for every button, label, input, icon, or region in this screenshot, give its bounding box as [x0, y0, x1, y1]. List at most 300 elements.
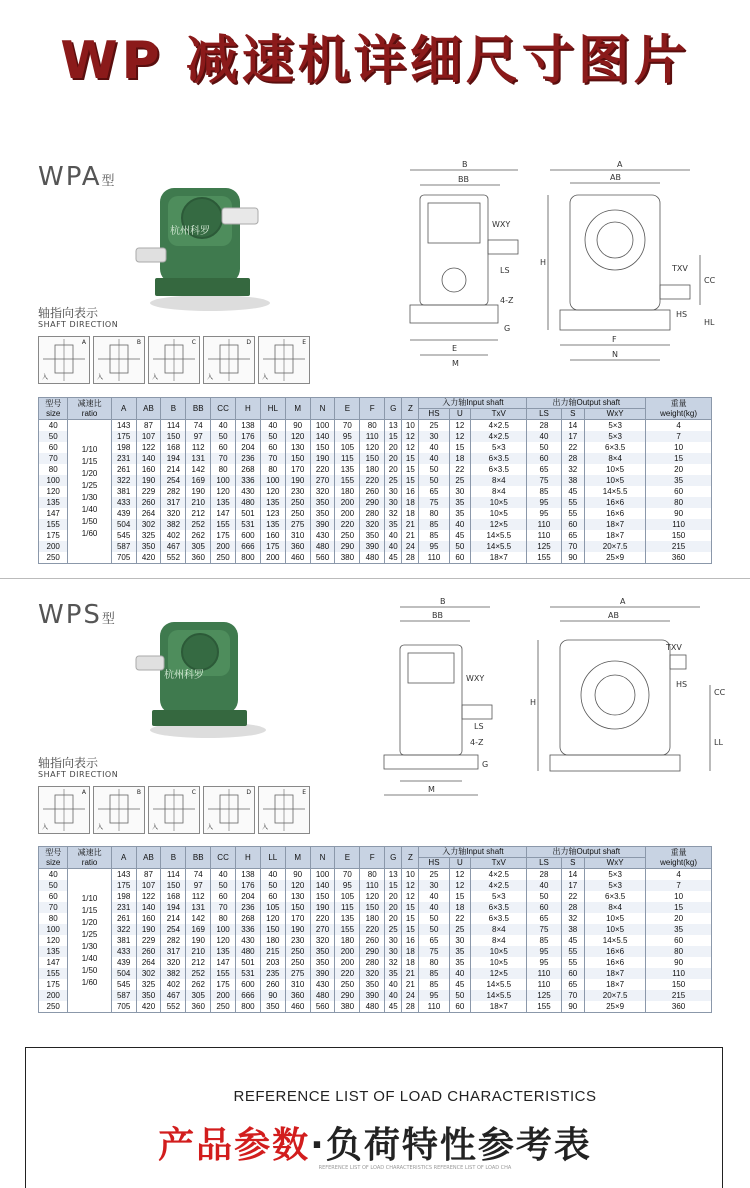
table-cell: 430: [310, 530, 335, 541]
table-cell: 320: [310, 935, 335, 946]
table-cell: 35: [385, 968, 402, 979]
ratio-value: 1/25: [81, 480, 98, 490]
col-header: A: [111, 398, 136, 420]
table-cell: 55: [561, 508, 585, 519]
table-cell: 230: [285, 935, 310, 946]
table-cell: 587: [111, 990, 136, 1001]
table-cell: 28: [402, 1001, 419, 1013]
table-cell: 235: [260, 968, 285, 979]
table-cell: 120: [211, 486, 236, 497]
table-cell: 40: [260, 869, 285, 881]
table-cell: 90: [285, 869, 310, 881]
table-cell: 70: [211, 902, 236, 913]
shaft-in-label: 入: [97, 824, 104, 831]
wps-dim-h: H: [530, 698, 537, 707]
table-cell: 55: [561, 946, 585, 957]
table-cell: 6×3.5: [471, 902, 527, 913]
table-cell: 264: [136, 957, 161, 968]
table-cell: 175: [211, 979, 236, 990]
col-header: M: [285, 398, 310, 420]
table-cell: 32: [385, 957, 402, 968]
table-cell: 40: [211, 869, 236, 881]
table-cell: 10×5: [471, 508, 527, 519]
table-cell: 60: [527, 902, 561, 913]
shaft-code: C: [191, 339, 196, 346]
table-cell: 25×9: [585, 552, 646, 564]
table-cell: 7: [646, 880, 712, 891]
shaft-code: C: [191, 789, 196, 796]
table-cell: 80: [419, 957, 449, 968]
table-cell: 80: [211, 913, 236, 924]
table-cell: 190: [285, 475, 310, 486]
table-cell: 80: [646, 946, 712, 957]
table-cell: 50: [449, 990, 471, 1001]
table-cell: 262: [186, 530, 211, 541]
table-cell: 200: [335, 946, 360, 957]
table-cell: 15: [385, 431, 402, 442]
table-cell: 220: [335, 519, 360, 530]
table-cell: 120: [211, 935, 236, 946]
table-cell: 282: [161, 935, 186, 946]
table-cell: 262: [186, 979, 211, 990]
wpa-dim-f: F: [612, 335, 617, 344]
table-cell: 135: [260, 497, 285, 508]
ratio-value: 1/60: [81, 977, 98, 987]
table-cell: 250: [211, 552, 236, 564]
table-cell: 204: [236, 442, 261, 453]
table-cell: 110: [360, 431, 385, 442]
shaft-col-header: TxV: [471, 409, 527, 420]
table-cell: 268: [236, 464, 261, 475]
table-cell: 50: [527, 891, 561, 902]
table-cell: 18×7: [585, 519, 646, 530]
ratio-cell: [68, 869, 111, 1013]
table-cell: 40: [385, 541, 402, 552]
table-cell: 16×6: [585, 508, 646, 519]
wps-dim-m: M: [428, 785, 435, 794]
table-cell: 131: [186, 453, 211, 464]
table-cell: 97: [186, 431, 211, 442]
table-cell: 169: [186, 924, 211, 935]
table-cell: 180: [335, 486, 360, 497]
size-cell: 60: [39, 442, 68, 453]
table-cell: 114: [161, 420, 186, 432]
table-cell: 95: [335, 431, 360, 442]
table-cell: 302: [136, 968, 161, 979]
table-cell: 20×7.5: [585, 541, 646, 552]
table-row: [39, 420, 712, 432]
table-cell: 50: [419, 913, 449, 924]
table-cell: 430: [236, 935, 261, 946]
size-cell: 40: [39, 420, 68, 432]
table-row: [39, 891, 712, 902]
table-cell: 135: [335, 464, 360, 475]
table-cell: 80: [360, 420, 385, 432]
table-cell: 360: [285, 541, 310, 552]
table-cell: 6×3.5: [471, 913, 527, 924]
table-cell: 120: [360, 891, 385, 902]
table-cell: 105: [335, 442, 360, 453]
table-cell: 80: [419, 508, 449, 519]
wpa-dim-g: G: [504, 324, 511, 333]
input-shaft-header: 入力轴Input shaft: [419, 398, 527, 409]
table-row: [39, 552, 712, 564]
table-cell: 155: [527, 552, 561, 564]
table-cell: 176: [236, 880, 261, 891]
table-row: [39, 508, 712, 519]
table-cell: 12: [402, 891, 419, 902]
table-cell: 261: [111, 464, 136, 475]
table-cell: 250: [335, 530, 360, 541]
wpa-gearbox-image: [130, 168, 280, 318]
table-cell: 20×7.5: [585, 990, 646, 1001]
table-cell: 204: [236, 891, 261, 902]
table-cell: 290: [335, 990, 360, 1001]
table-cell: 138: [236, 869, 261, 881]
table-cell: 212: [186, 508, 211, 519]
table-cell: 20: [385, 442, 402, 453]
table-cell: 32: [385, 508, 402, 519]
table-cell: 170: [285, 913, 310, 924]
table-cell: 40: [260, 420, 285, 432]
shaft-direction-e: [258, 336, 310, 384]
table-cell: 215: [646, 541, 712, 552]
table-cell: 85: [419, 968, 449, 979]
table-cell: 138: [236, 420, 261, 432]
table-cell: 302: [136, 519, 161, 530]
table-cell: 15: [402, 475, 419, 486]
table-cell: 18: [449, 453, 471, 464]
table-cell: 4×2.5: [471, 869, 527, 881]
table-cell: 150: [285, 453, 310, 464]
shaft-col-header: U: [449, 858, 471, 869]
table-cell: 310: [285, 530, 310, 541]
table-cell: 264: [136, 508, 161, 519]
table-cell: 70: [561, 990, 585, 1001]
table-cell: 6×3.5: [471, 453, 527, 464]
wpa-dim-bb: BB: [458, 175, 469, 184]
table-cell: 150: [646, 530, 712, 541]
table-cell: 20: [385, 913, 402, 924]
table-cell: 75: [419, 946, 449, 957]
load-reference-title-cn: [0, 1117, 750, 1168]
table-cell: 280: [360, 508, 385, 519]
shaft-col-header: WxY: [585, 858, 646, 869]
table-cell: 40: [527, 431, 561, 442]
table-cell: 220: [360, 924, 385, 935]
col-weight-header: 重量 weight(kg): [646, 398, 712, 420]
table-row: [39, 464, 712, 475]
output-shaft-header: 出力轴Output shaft: [527, 398, 646, 409]
wps-dim-bb: BB: [432, 611, 443, 620]
wpa-dim-z: 4-Z: [500, 296, 514, 305]
table-cell: 45: [561, 486, 585, 497]
table-cell: 290: [335, 541, 360, 552]
wps-technical-drawing: [370, 595, 730, 805]
table-cell: 115: [335, 453, 360, 464]
shaft-in-label: 入: [42, 374, 49, 381]
shaft-direction-b: [93, 786, 145, 834]
table-cell: 74: [186, 420, 211, 432]
table-cell: 214: [161, 913, 186, 924]
shaft-direction-d: [203, 786, 255, 834]
table-cell: 322: [111, 924, 136, 935]
table-cell: 35: [449, 957, 471, 968]
table-cell: 60: [527, 453, 561, 464]
table-cell: 20: [385, 464, 402, 475]
size-cell: 175: [39, 979, 68, 990]
table-cell: 18×7: [585, 530, 646, 541]
size-cell: 120: [39, 486, 68, 497]
table-cell: 402: [161, 979, 186, 990]
table-cell: 6×3.5: [471, 464, 527, 475]
table-cell: 190: [310, 902, 335, 913]
table-cell: 130: [285, 442, 310, 453]
table-cell: 60: [211, 442, 236, 453]
ratio-value: 1/40: [81, 504, 98, 514]
wpa-dim-cc: CC: [704, 276, 716, 285]
table-cell: 135: [335, 913, 360, 924]
table-cell: 32: [561, 464, 585, 475]
shaft-col-header: WxY: [585, 409, 646, 420]
col-header: A: [111, 847, 136, 869]
table-cell: 155: [211, 519, 236, 530]
table-cell: 460: [285, 1001, 310, 1013]
table-cell: 95: [335, 880, 360, 891]
table-cell: 350: [310, 946, 335, 957]
table-cell: 14×5.5: [471, 990, 527, 1001]
table-row: [39, 880, 712, 891]
shaft-in-label: 入: [42, 824, 49, 831]
table-cell: 10: [646, 442, 712, 453]
table-cell: 150: [360, 453, 385, 464]
table-cell: 4×2.5: [471, 420, 527, 432]
table-cell: 360: [186, 1001, 211, 1013]
table-cell: 60: [260, 891, 285, 902]
table-cell: 200: [211, 541, 236, 552]
table-cell: 70: [260, 453, 285, 464]
shaft-direction-e: [258, 786, 310, 834]
table-cell: 194: [161, 453, 186, 464]
table-cell: 250: [285, 946, 310, 957]
shaft-code: E: [302, 789, 306, 796]
table-cell: 17: [561, 431, 585, 442]
table-cell: 112: [186, 891, 211, 902]
table-cell: 50: [419, 924, 449, 935]
ratio-value: 1/15: [81, 456, 98, 466]
table-cell: 60: [449, 1001, 471, 1013]
wpa-shaft-direction-title: 轴指向表示: [38, 306, 99, 320]
table-cell: 250: [285, 497, 310, 508]
table-cell: 194: [161, 902, 186, 913]
table-cell: 336: [236, 924, 261, 935]
ratio-value: 1/50: [81, 965, 98, 975]
table-cell: 40: [419, 891, 449, 902]
table-cell: 220: [310, 913, 335, 924]
wps-dim-ll: LL: [714, 738, 723, 747]
table-cell: 70: [561, 541, 585, 552]
table-cell: 15: [402, 902, 419, 913]
table-cell: 305: [186, 990, 211, 1001]
table-cell: 260: [360, 935, 385, 946]
shaft-code: B: [136, 789, 141, 796]
table-cell: 87: [136, 420, 161, 432]
table-cell: 28: [561, 453, 585, 464]
table-cell: 175: [211, 530, 236, 541]
wpa-dim-txv: TXV: [672, 264, 688, 273]
table-cell: 22: [561, 891, 585, 902]
table-cell: 180: [360, 913, 385, 924]
table-row: [39, 431, 712, 442]
wps-label-text: WPS: [38, 600, 102, 630]
table-row: [39, 946, 712, 957]
table-cell: 110: [527, 530, 561, 541]
title-dot: ·: [310, 1125, 326, 1166]
table-cell: 114: [161, 869, 186, 881]
table-cell: 50: [419, 475, 449, 486]
table-cell: 110: [527, 979, 561, 990]
wpa-dim-wxy: WXY: [492, 220, 511, 229]
table-cell: 290: [360, 497, 385, 508]
shaft-direction-a: [38, 786, 90, 834]
wpa-dim-n: N: [612, 350, 618, 359]
table-cell: 12: [402, 880, 419, 891]
table-cell: 560: [310, 1001, 335, 1013]
table-cell: 125: [527, 990, 561, 1001]
table-cell: 35: [646, 924, 712, 935]
table-cell: 800: [236, 1001, 261, 1013]
table-cell: 74: [186, 869, 211, 881]
wps-spec-table: [38, 846, 712, 1013]
size-cell: 80: [39, 913, 68, 924]
table-cell: 122: [136, 891, 161, 902]
table-cell: 390: [360, 990, 385, 1001]
size-cell: 155: [39, 519, 68, 530]
table-row: [39, 990, 712, 1001]
wps-dim-z: 4-Z: [470, 738, 484, 747]
col-header: M: [285, 847, 310, 869]
table-cell: 105: [260, 902, 285, 913]
size-cell: 100: [39, 924, 68, 935]
table-cell: 381: [111, 486, 136, 497]
table-cell: 110: [527, 968, 561, 979]
shaft-in-label: 入: [207, 374, 214, 381]
table-cell: 175: [111, 880, 136, 891]
table-cell: 50: [527, 442, 561, 453]
table-cell: 12: [402, 431, 419, 442]
table-cell: 15: [385, 880, 402, 891]
table-cell: 17: [561, 880, 585, 891]
table-cell: 200: [335, 497, 360, 508]
shaft-code: B: [136, 339, 141, 346]
table-cell: 560: [310, 552, 335, 564]
table-cell: 480: [236, 946, 261, 957]
table-cell: 160: [136, 913, 161, 924]
table-cell: 280: [360, 957, 385, 968]
table-cell: 20: [646, 913, 712, 924]
wpa-dim-m: M: [452, 359, 459, 368]
col-header: Z: [402, 398, 419, 420]
table-cell: 390: [310, 519, 335, 530]
col-header: B: [161, 847, 186, 869]
table-cell: 135: [211, 497, 236, 508]
table-cell: 80: [646, 497, 712, 508]
table-cell: 190: [310, 453, 335, 464]
table-cell: 210: [186, 946, 211, 957]
shaft-direction-c: [148, 786, 200, 834]
wps-dim-cc: CC: [714, 688, 726, 697]
table-cell: 168: [161, 891, 186, 902]
size-cell: 70: [39, 902, 68, 913]
table-cell: 15: [449, 442, 471, 453]
table-cell: 150: [310, 891, 335, 902]
ratio-value: 1/50: [81, 516, 98, 526]
table-cell: 60: [646, 935, 712, 946]
table-cell: 107: [136, 431, 161, 442]
table-cell: 105: [335, 891, 360, 902]
table-cell: 322: [111, 475, 136, 486]
table-row: [39, 541, 712, 552]
table-cell: 65: [527, 913, 561, 924]
table-cell: 4×2.5: [471, 880, 527, 891]
size-cell: 50: [39, 431, 68, 442]
wpa-series-label: [38, 162, 115, 192]
table-cell: 140: [136, 453, 161, 464]
shaft-code: A: [81, 339, 86, 346]
table-cell: 95: [419, 541, 449, 552]
ratio-value: 1/25: [81, 929, 98, 939]
table-cell: 501: [236, 508, 261, 519]
table-cell: 552: [161, 552, 186, 564]
table-cell: 666: [236, 541, 261, 552]
wpa-shaft-direction-subtitle: SHAFT DIRECTION: [38, 320, 119, 329]
table-cell: 25: [419, 420, 449, 432]
table-cell: 290: [360, 946, 385, 957]
wpa-dim-e: E: [452, 344, 458, 353]
wps-photo-text: 杭州科罗: [164, 670, 204, 681]
table-cell: 325: [136, 979, 161, 990]
table-cell: 100: [310, 869, 335, 881]
size-cell: 135: [39, 946, 68, 957]
table-row: [39, 497, 712, 508]
table-cell: 135: [211, 946, 236, 957]
table-cell: 65: [419, 486, 449, 497]
page-title: WP 减速机详细尺寸图片: [60, 31, 690, 91]
table-cell: 55: [561, 497, 585, 508]
table-row: [39, 486, 712, 497]
table-cell: 6×3.5: [585, 442, 646, 453]
table-cell: 60: [561, 519, 585, 530]
table-cell: 545: [111, 530, 136, 541]
shaft-in-label: 入: [262, 824, 269, 831]
table-cell: 382: [161, 968, 186, 979]
table-cell: 552: [161, 1001, 186, 1013]
table-cell: 28: [561, 902, 585, 913]
size-cell: 155: [39, 968, 68, 979]
size-cell: 250: [39, 1001, 68, 1013]
col-header: E: [335, 847, 360, 869]
table-cell: 666: [236, 990, 261, 1001]
size-cell: 147: [39, 508, 68, 519]
table-cell: 90: [646, 957, 712, 968]
table-cell: 439: [111, 957, 136, 968]
table-cell: 10: [402, 420, 419, 432]
table-cell: 100: [211, 475, 236, 486]
table-cell: 110: [419, 1001, 449, 1013]
table-cell: 8×4: [585, 902, 646, 913]
table-cell: 120: [260, 913, 285, 924]
table-row: [39, 957, 712, 968]
